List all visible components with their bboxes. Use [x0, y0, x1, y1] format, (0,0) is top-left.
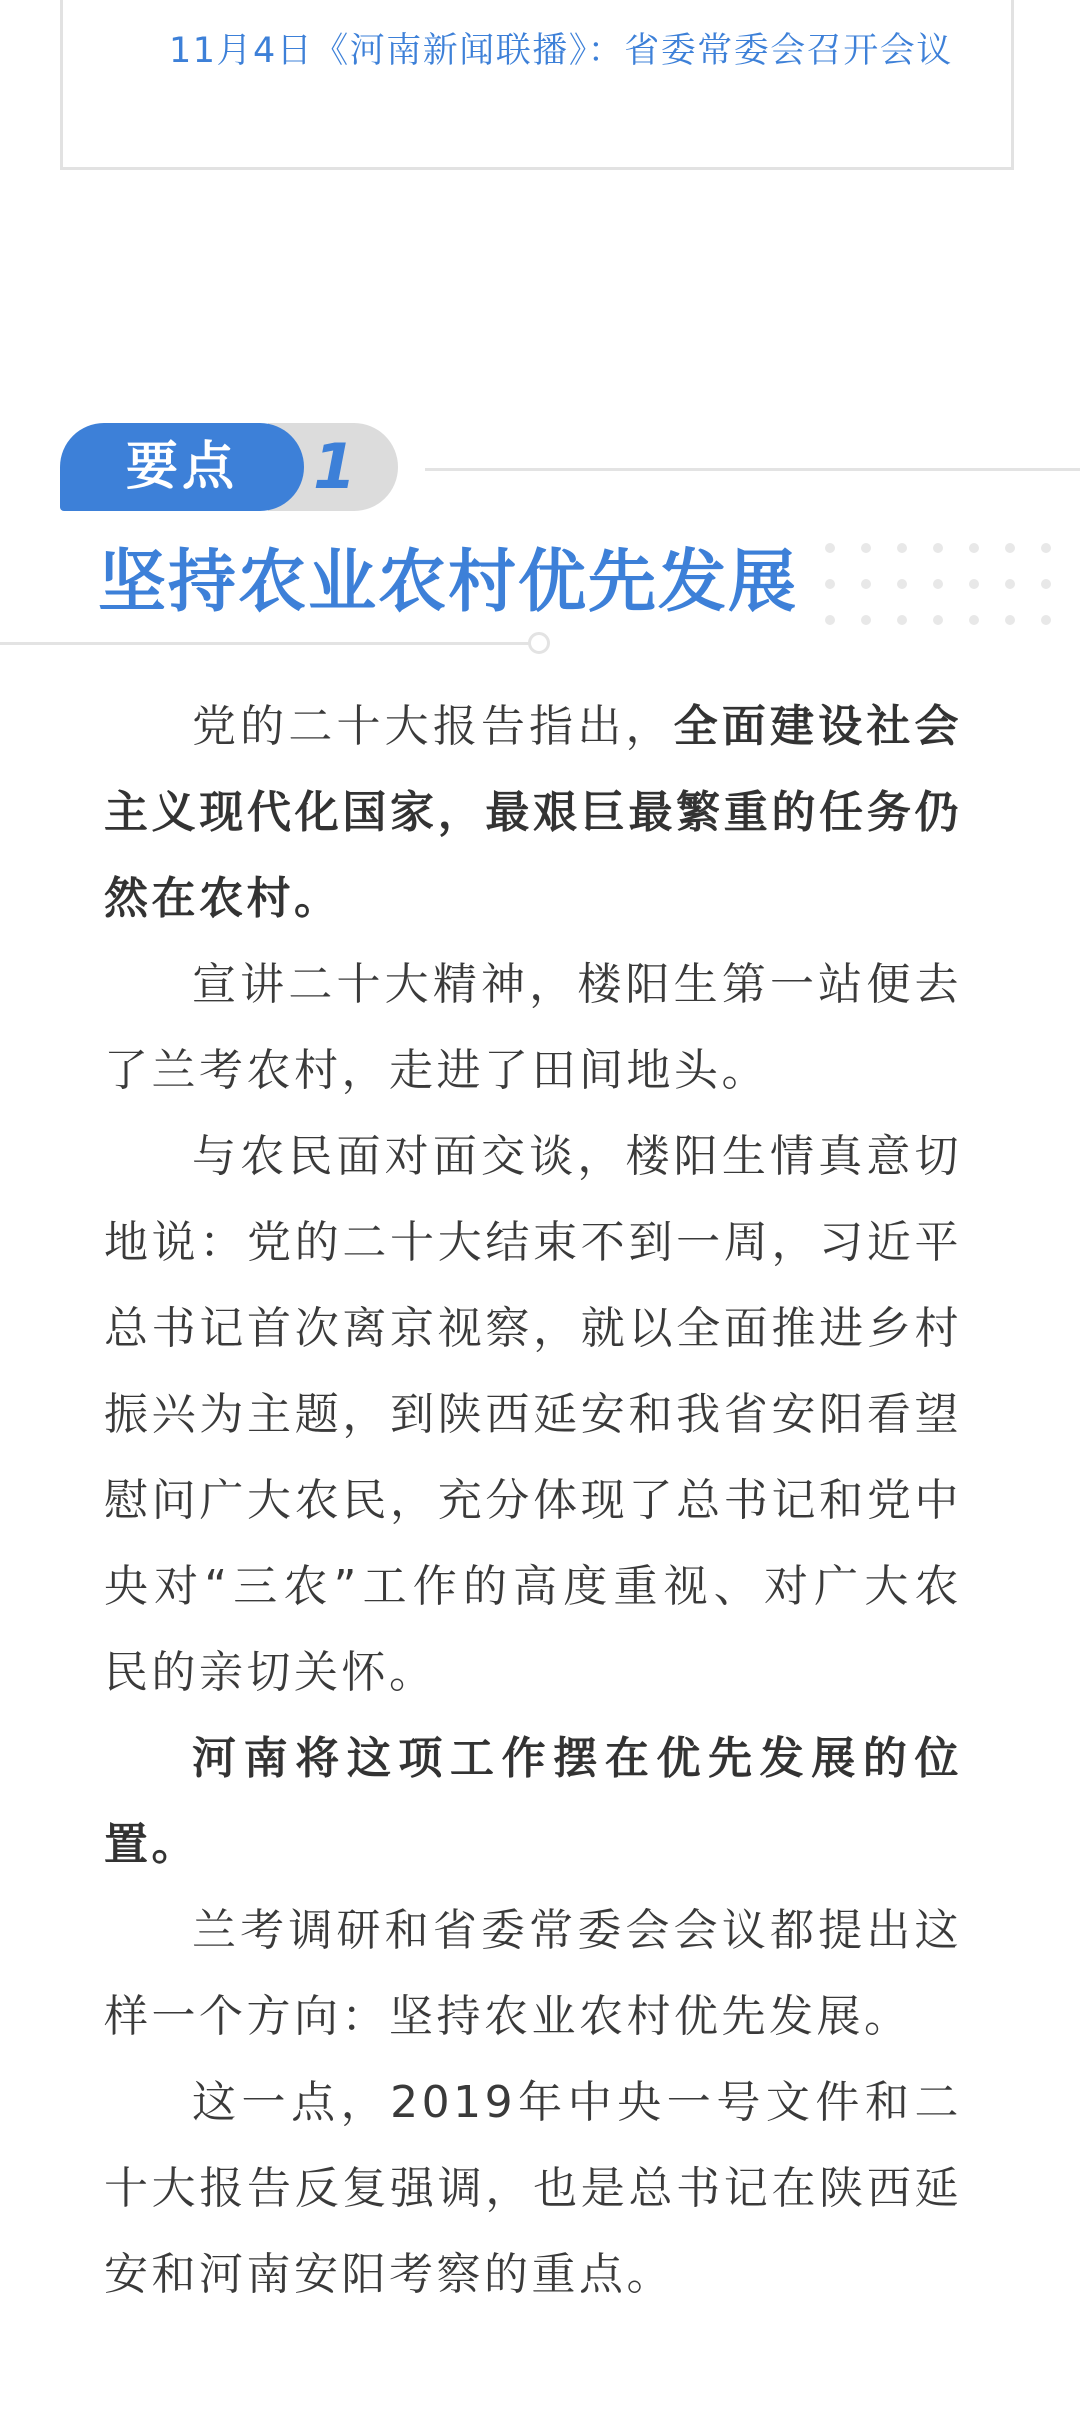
divider-knob: [528, 632, 550, 654]
related-news-box: [60, 0, 1014, 170]
paragraph-text: 兰考调研和省委常委会会议都提出这样一个方向：坚持农业农村优先发展。: [104, 1905, 962, 2042]
header-divider-top: [425, 468, 1080, 471]
section-label: 要点: [125, 437, 238, 497]
paragraph-emphasis: 河南将这项工作摆在优先发展的位置。: [104, 1733, 962, 1870]
related-news-link[interactable]: 11月4日《河南新闻联播》：省委常委会召开会议: [169, 31, 953, 71]
paragraph-text: 党的二十大报告指出，: [192, 701, 674, 752]
section-title: 坚持农业农村优先发展: [98, 543, 799, 622]
paragraph: [104, 2060, 962, 2318]
paragraph: [104, 1716, 962, 1888]
paragraph: [104, 1888, 962, 2060]
paragraph: [104, 1114, 962, 1716]
section-number: 1: [313, 430, 357, 503]
article-body: [104, 684, 962, 2318]
dot-pattern-decoration: [818, 538, 1080, 648]
paragraph-text: 这一点，2019年中央一号文件和二十大报告反复强调，也是总书记在陕西延安和河南安阳考察的重点。: [104, 2077, 962, 2300]
paragraph-text: 与农民面对面交谈，楼阳生情真意切地说：党的二十大结束不到一周，习近平总书记首次离京视察，就以全面推进乡村振兴为主题，到陕西延安和我省安阳看望慰问广大农民，充分体现了总书记和党中央对“三农”工作的高度重视、对广大农民的亲切关怀。: [104, 1131, 962, 1698]
paragraph: [104, 684, 962, 942]
paragraph-emphasis: 全面建设社会主义现代化国家，最艰巨最繁重的任务仍然在农村。: [104, 701, 963, 924]
header-divider-bottom: [0, 642, 530, 645]
paragraph: [104, 942, 962, 1114]
paragraph-text: 宣讲二十大精神，楼阳生第一站便去了兰考农村，走进了田间地头。: [104, 959, 962, 1096]
